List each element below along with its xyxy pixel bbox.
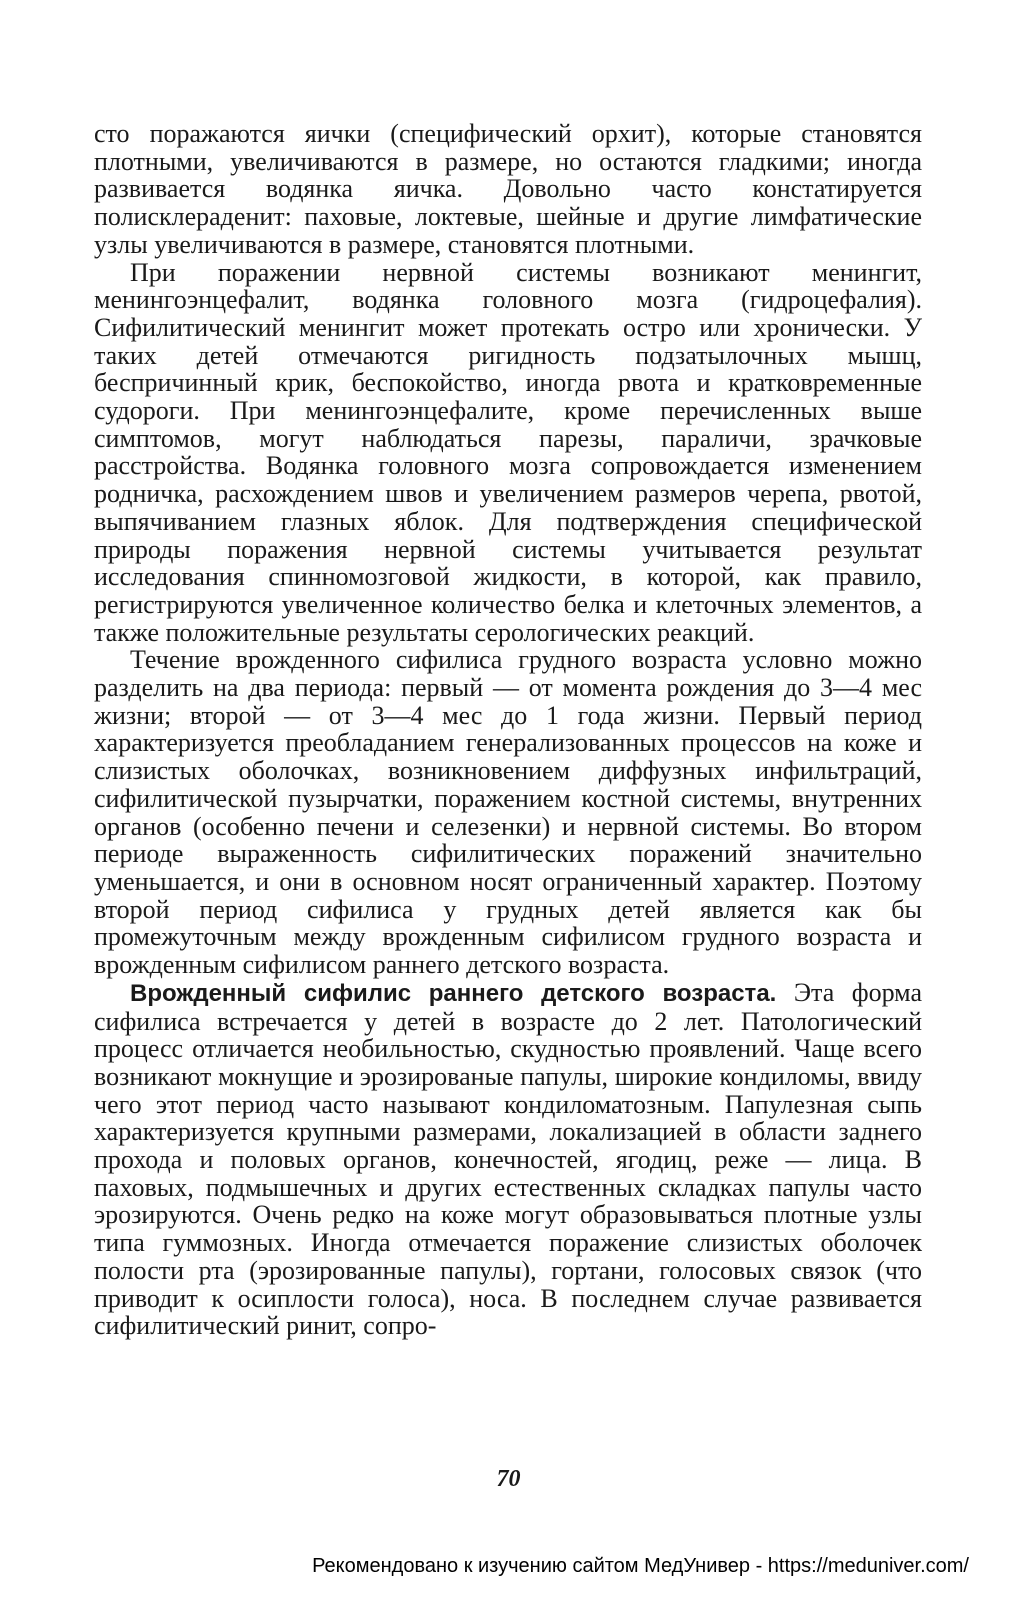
section-heading: Врожденный сифилис раннего детского возраста. [130, 979, 777, 1007]
footer-watermark: Рекомендовано к изучению сайтом МедУнивер - https://meduniver.com/ [312, 1555, 969, 1577]
paragraph-4 [94, 979, 922, 1340]
paragraph-1: сто поражаются яички (специфический орхит), которые становятся плотными, увеличиваются в размере, но остаются гладкими; иногда развивается водянка яичка. Довольно часто констатируется полисклераденит: паховые, локтевые, шейные и другие лимфатические узлы увеличиваются в размере, становятся плотными. [94, 119, 922, 259]
body-text [94, 120, 922, 1340]
paragraph-2: При поражении нервной системы возникают менингит, менингоэнцефалит, водянка головного мозга (гидроцефалия). Сифилитический менингит может протекать остро или хронически. У таких детей отмечаются ригидность подзатылочных мышц, беспричинный крик, беспокойство, иногда рвота и кратковременные судороги. При менингоэнцефалите, кроме перечисленных выше симптомов, могут наблюдаться парезы, параличи, зрачковые расстройства. Водянка головного мозга сопровождается изменением родничка, расхождением швов и увеличением размеров черепа, рвотой, выпячиванием глазных яблок. Для подтверждения специфической природы поражения нервной системы учитывается результат исследования спинномозговой жидкости, в которой, как правило, регистрируются увеличенное количество белка и клеточных элементов, а также положительные результаты серологических реакций. [94, 257, 922, 647]
paragraph-3: Течение врожденного сифилиса грудного возраста условно можно разделить на два периода: первый — от момента рождения до 3—4 мес жизни; второй — от 3—4 мес до 1 года жизни. Первый период характеризуется преобладанием генерализованных процессов на коже и слизистых оболочках, возникновением диффузных инфильтраций, сифилитической пузырчатки, поражением костной системы, внутренних органов (особенно печени и селезенки) и нервной системы. Во втором периоде выраженность сифилитических поражений значительно уменьшается, и они в основном носят ограниченный характер. Поэтому второй период сифилиса у грудных детей является как бы промежуточным между врожденным сифилисом грудного возраста и врожденным сифилисом раннего детского возраста. [94, 645, 922, 980]
page-number: 70 [496, 1466, 521, 1492]
paragraph-4-text: Эта форма сифилиса встречается у детей в возрасте до 2 лет. Патологический процесс отличается необильностью, скудностью проявлений. Чаще всего возникают мокнущие и эрозированые папулы, широкие кондиломы, ввиду чего этот период часто называют кондиломатозным. Папулезная сыпь характеризуется крупными размерами, локализацией в области заднего прохода и половых органов, конечностей, ягодиц, реже — лица. В паховых, подмышечных и других естественных складках папулы часто эрозируются. Очень редко на коже могут образовываться плотные узлы типа гуммозных. Иногда отмечается поражение слизистых оболочек полости рта (эрозированные папулы), гортани, голосовых связок (что приводит к осиплости голоса), носа. В последнем случае развивается сифилитический ринит, сопро- [94, 977, 923, 1341]
